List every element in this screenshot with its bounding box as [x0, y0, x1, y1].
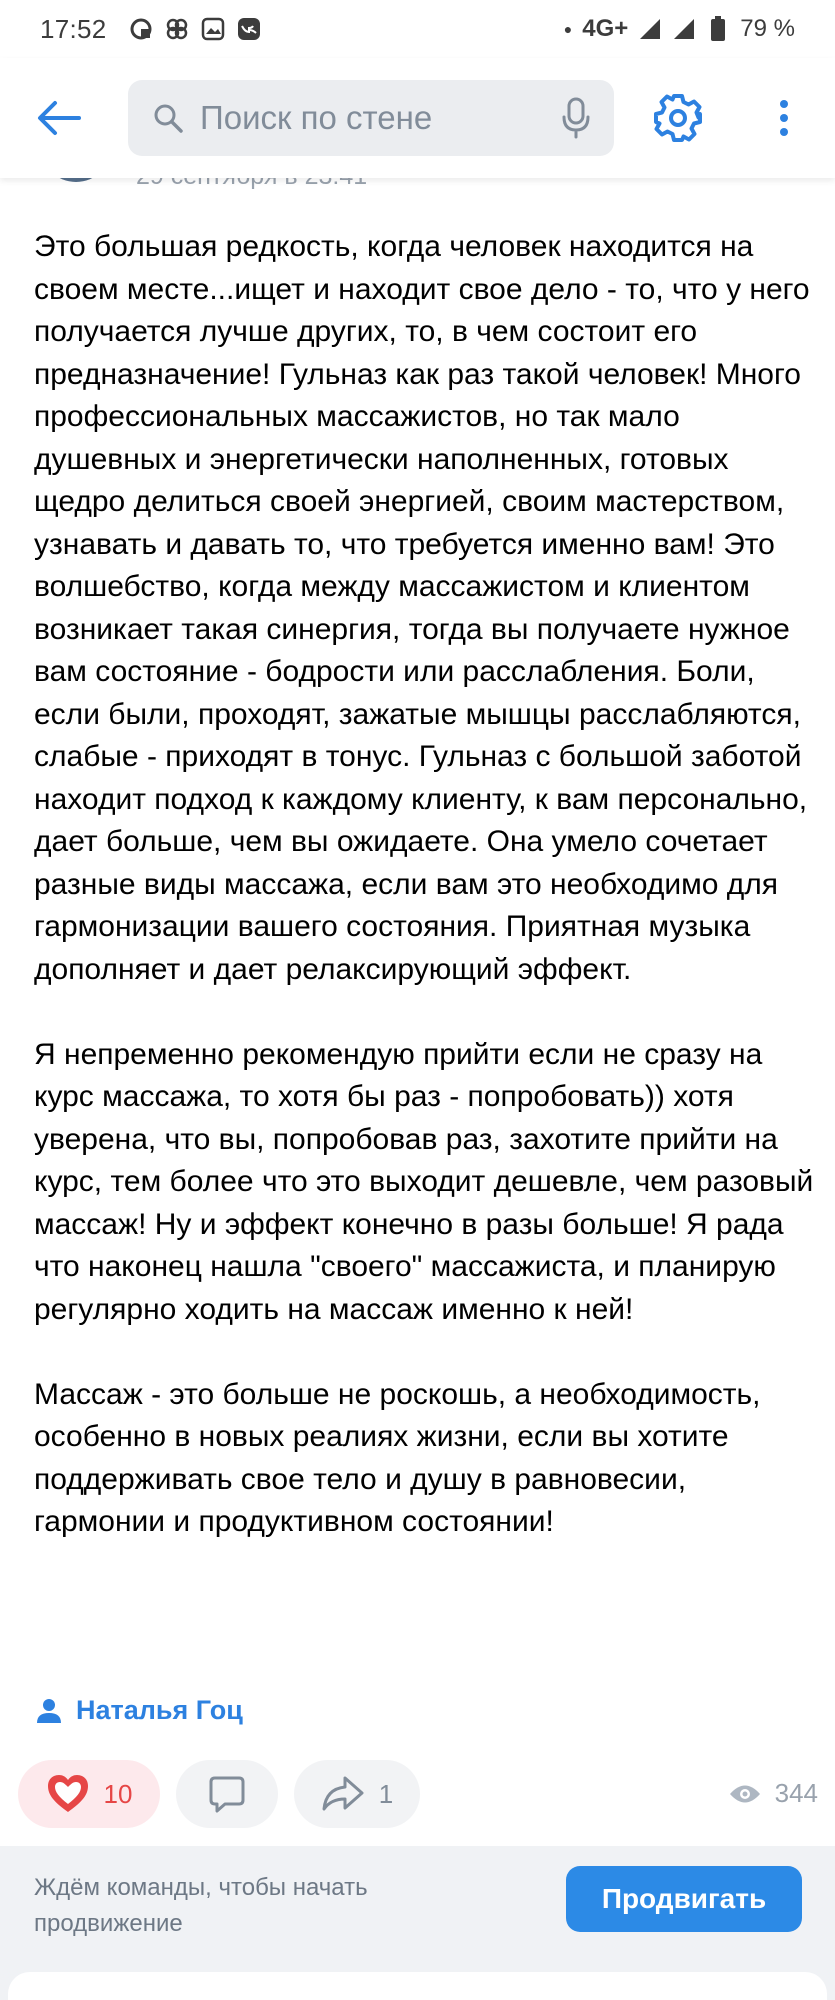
app-bar: [0, 58, 835, 178]
promote-text: Ждём команды, чтобы начать продвижение: [34, 1874, 368, 1937]
network-type: 4G+: [582, 15, 629, 42]
more-vertical-icon: [778, 98, 790, 138]
user-icon: [36, 1698, 62, 1724]
share-button[interactable]: [294, 1760, 420, 1828]
status-left-icons: [129, 17, 261, 41]
search-input[interactable]: [128, 80, 614, 156]
comment-icon: [207, 1774, 247, 1814]
views-counter: [729, 1778, 818, 1809]
vk-icon: [237, 17, 261, 41]
post-signer[interactable]: [36, 1695, 243, 1726]
gallery-icon: [201, 17, 225, 41]
views-count: 344: [774, 1778, 818, 1808]
comment-button[interactable]: [176, 1760, 278, 1828]
post-actions: [18, 1760, 818, 1830]
share-icon: [321, 1775, 365, 1813]
arrow-left-icon: [37, 100, 81, 136]
battery-percent: 79 %: [740, 15, 795, 42]
status-right: [564, 15, 795, 43]
back-button[interactable]: [26, 88, 92, 148]
microphone-icon[interactable]: [562, 97, 590, 139]
search-icon: [152, 102, 184, 134]
next-card: [8, 1972, 827, 2000]
signal-icon: [638, 17, 662, 41]
search-placeholder: Поиск по стене: [200, 99, 433, 136]
status-time: 17:52: [40, 13, 107, 44]
gear-icon: [652, 92, 704, 144]
promote-banner: [0, 1846, 835, 1972]
pinwheel-icon: [165, 17, 189, 41]
notification-icon: [129, 17, 153, 41]
battery-icon: [706, 17, 730, 41]
signal-icon-2: [672, 17, 696, 41]
eye-icon: [729, 1783, 761, 1805]
more-button[interactable]: [756, 88, 812, 148]
heart-icon: [46, 1774, 90, 1814]
dot-icon: ●: [563, 21, 573, 37]
like-button[interactable]: [18, 1760, 160, 1828]
status-bar: [0, 0, 835, 58]
settings-button[interactable]: [646, 88, 710, 148]
promote-button[interactable]: Продвигать: [566, 1866, 802, 1932]
share-count: 1: [378, 1778, 394, 1809]
post-text: Это большая редкость, когда человек находится на своем месте...ищет и находит свое дело - то, что у него получается лучше других, то, в чем состоит его предназначение! Гульназ как раз такой человек! Много профессиональных массажистов, но так мало душевных и энергетически наполненных, готовых щедро делиться своей энергией, своим мастерством, узнавать и давать то, что требуется именно вам! Это волшебство, когда между массажистом и клиентом возникает такая синергия, тогда вы получаете нужное вам состояние - бодрости или расслабления. Боли, если были, проходят, зажатые мышцы расслабляются, слабые - приходят в тонус. Гульназ с большой заботой находит подход к каждому клиенту, к вам персонально, дает больше, чем вы ожидаете. Она умело сочетает разные виды массажа, если вам это необходимо для гармонизации вашего состояния. Приятная музыка дополняет и дает релаксирующий эффект. Я непременно рекомендую прийти если не сразу на курс массажа, то хотя бы раз - попробовать)) хотя уверена, что вы, попробовав раз, захотите прийти на курс, тем более что это выходит дешевле, чем разовый массаж! Ну и эффект конечно в разы больше! Я рада что наконец нашла "своего" массажиста, и планирую регулярно ходить на массаж именно к ней! Массаж - это больше не роскошь, а необходимость, особенно в новых реалиях жизни, если вы хотите поддерживать свое тело и душу в равновесии, гармонии и продуктивном состоянии!: [34, 230, 814, 1538]
like-count: 10: [103, 1778, 133, 1809]
signer-name[interactable]: Наталья Гоц: [76, 1695, 243, 1725]
